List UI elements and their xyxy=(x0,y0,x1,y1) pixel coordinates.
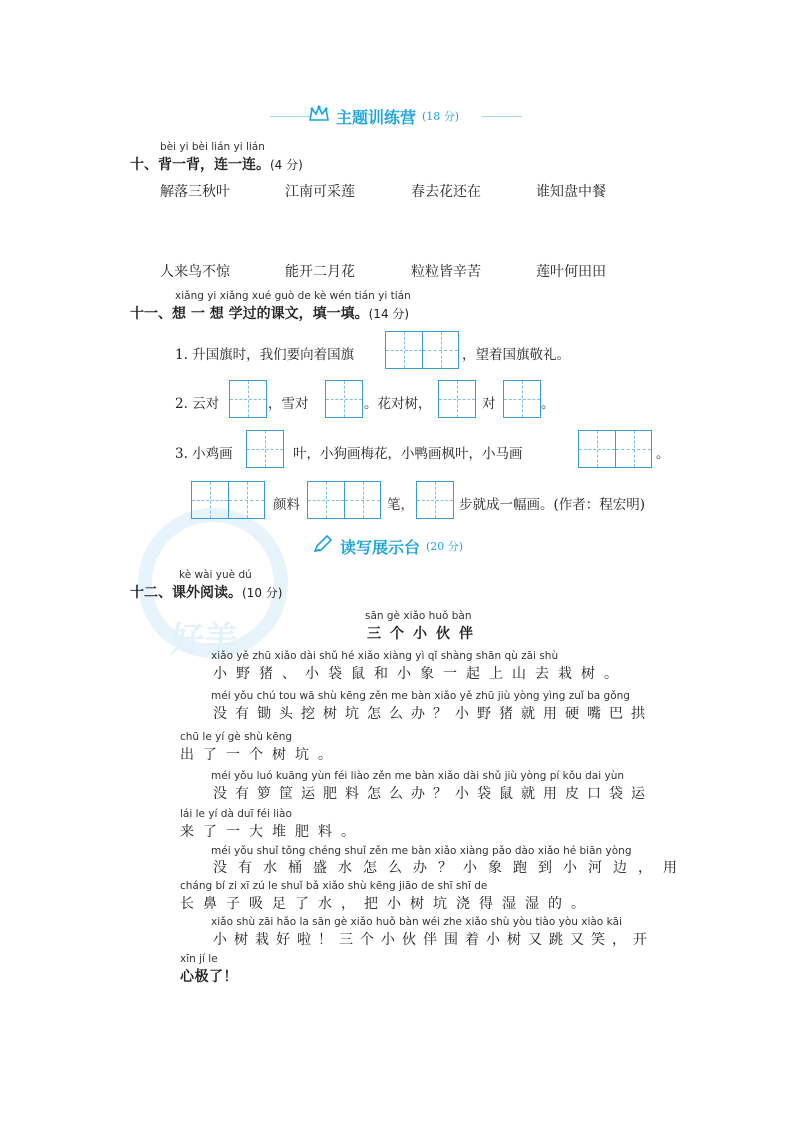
q10-title xyxy=(130,154,303,174)
story-line: 没有箩筐运肥料怎么办？小袋鼠就用皮口袋运 xyxy=(213,786,653,802)
answer-box-1[interactable] xyxy=(325,380,363,418)
q11-title xyxy=(130,303,409,323)
story-pinyin: xīn jí le xyxy=(180,953,218,965)
q10-pinyin: bèi yi bèi lián yi lián xyxy=(160,141,265,153)
poem-line: 解落三秋叶 xyxy=(160,184,230,200)
q12-points: (10 分) xyxy=(242,586,283,600)
story-pinyin: lái le yí dà duī féi liào xyxy=(180,808,292,820)
story-pinyin: cháng bí zi xī zú le shuǐ bǎ xiǎo shù kēng jiāo de shī shī de xyxy=(180,880,488,892)
story-line: 长鼻子吸足了水，把小树坑浇得湿湿的。 xyxy=(180,896,594,912)
answer-box-1[interactable] xyxy=(246,430,284,468)
q12-text: 课外阅读。 xyxy=(172,585,242,601)
pencil-icon xyxy=(312,534,334,558)
story-line: 没有水桶盛水怎么办？小象跑到小河边，用 xyxy=(213,860,688,876)
poem-line: 谁知盘中餐 xyxy=(536,184,606,200)
q11-s3c: 。 xyxy=(656,446,670,462)
q11-s1b: ，望着国旗敬礼。 xyxy=(462,347,570,363)
banner-training xyxy=(308,104,459,128)
crown-icon xyxy=(308,104,330,128)
banner-line-left xyxy=(270,116,310,117)
q12-pinyin: kè wài yuè dú xyxy=(179,569,252,581)
poem-line: 粒粒皆辛苦 xyxy=(411,264,481,280)
story-line: 没有锄头挖树坑怎么办？小野猪就用硬嘴巴拱 xyxy=(213,706,653,722)
q12-number: 十二、 xyxy=(130,585,172,601)
story-pinyin: xiǎo yě zhū xiǎo dài shǔ hé xiǎo xiàng yì qǐ shàng shān qù zāi shù xyxy=(211,650,559,662)
story-line: 来了一大堆肥料。 xyxy=(180,824,364,840)
answer-box-2[interactable] xyxy=(385,331,459,369)
banner-reading-points: (20 分) xyxy=(426,540,464,553)
poem-line: 人来鸟不惊 xyxy=(160,264,230,280)
answer-box-1[interactable] xyxy=(438,380,476,418)
q11-s3b: 叶，小狗画梅花，小鸭画枫叶，小马画 xyxy=(293,446,523,462)
q11-s4a: 颜料 xyxy=(273,497,300,513)
answer-box-2[interactable] xyxy=(307,481,381,519)
poem-line: 莲叶何田田 xyxy=(536,264,606,280)
q12-title xyxy=(130,582,282,602)
q11-s2b: ，雪对 xyxy=(268,396,309,412)
q11-s4b: 笔， xyxy=(387,497,414,513)
story-line: 小树栽好啦！三个小伙伴围着小树又跳又笑，开 xyxy=(213,932,654,948)
q11-s4c: 步就成一幅画。(作者：程宏明) xyxy=(459,497,646,513)
answer-box-1[interactable] xyxy=(416,481,454,519)
q11-s2d: 对 xyxy=(482,396,496,412)
story-pinyin: méi yǒu luó kuāng yùn féi liào zěn me bàn xiǎo dài shǔ jiù yòng pí kǒu dai yùn xyxy=(211,770,625,782)
poem-line: 江南可采莲 xyxy=(285,184,355,200)
q11-s3a: 3. 小鸡画 xyxy=(175,446,233,462)
q11-s1a: 1. 升国旗时，我们要向着国旗 xyxy=(175,347,355,363)
banner-line-right xyxy=(482,116,522,117)
answer-box-2[interactable] xyxy=(191,481,265,519)
story-line: 小野猪、小袋鼠和小象一起上山去栽树。 xyxy=(213,666,627,682)
q11-s2e: 。 xyxy=(541,396,555,412)
q11-s2c: 。花对树， xyxy=(364,396,432,412)
answer-box-1[interactable] xyxy=(503,380,541,418)
q10-points: (4 分) xyxy=(270,158,303,172)
q10-number: 十、 xyxy=(130,157,158,173)
q11-points: (14 分) xyxy=(368,307,410,321)
poem-line: 春去花还在 xyxy=(411,184,481,200)
q11-pinyin: xiǎng yi xiǎng xué guò de kè wén tián yi tián xyxy=(175,290,411,302)
answer-box-2[interactable] xyxy=(578,430,652,468)
q11-text: 想 一 想 学过的课文，填一填。 xyxy=(172,306,369,322)
q11-s2a: 2. 云对 xyxy=(175,396,220,412)
story-pinyin: xiǎo shù zāi hǎo la sān gè xiǎo huǒ bàn wéi zhe xiǎo shù yòu tiào yòu xiào kāi xyxy=(211,916,622,928)
banner-training-title: 主题训练营 xyxy=(336,107,417,127)
watermark-text: 好美 xyxy=(170,620,238,660)
story-line: 出了一个树坑。 xyxy=(180,747,341,763)
banner-reading-title: 读写展示台 xyxy=(340,537,421,557)
q11-number: 十一、 xyxy=(130,306,172,322)
story-line: 心极了！ xyxy=(180,969,238,985)
poem-line: 能开二月花 xyxy=(285,264,355,280)
story-title-pinyin: sān gè xiǎo huǒ bàn xyxy=(365,610,472,622)
story-title: 三个小伙伴 xyxy=(367,626,482,642)
answer-box-1[interactable] xyxy=(229,380,267,418)
story-pinyin: méi yǒu chú tou wā shù kēng zěn me bàn xiǎo yě zhū jiù yòng yìng zuǐ ba gǒng xyxy=(211,690,630,702)
story-pinyin: chū le yí gè shù kēng xyxy=(180,731,293,743)
banner-training-points: (18 分) xyxy=(422,110,460,123)
banner-reading xyxy=(312,534,463,558)
q10-text: 背一背，连一连。 xyxy=(158,157,270,173)
story-pinyin: méi yǒu shuǐ tǒng chéng shuǐ zěn me bàn xiǎo xiàng pǎo dào xiǎo hé biān yòng xyxy=(211,845,632,857)
